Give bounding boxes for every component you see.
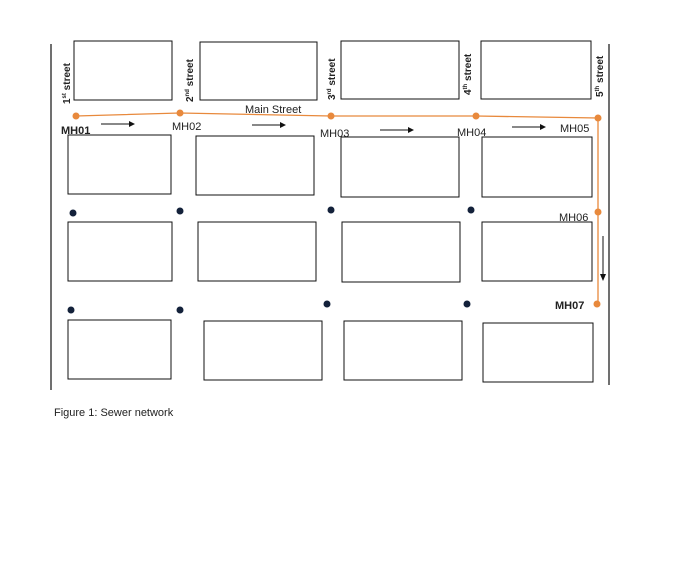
block: [482, 222, 592, 281]
street-labels: [62, 53, 606, 104]
manhole-node: [177, 208, 184, 215]
manhole-label-mh07: MH07: [555, 300, 585, 312]
main-street-label: Main Street: [245, 104, 302, 116]
manhole-label-mh06: MH06: [559, 212, 589, 224]
block: [483, 323, 593, 382]
block: [342, 222, 460, 282]
manholes-other: [68, 207, 475, 314]
flow-arrow: [512, 124, 546, 130]
block: [68, 222, 172, 281]
figure-caption: Figure 1: Sewer network: [54, 407, 174, 419]
block: [68, 320, 171, 379]
manhole-mh05: [595, 115, 602, 122]
flow-arrow: [252, 122, 286, 128]
street-label-2: 2nd street: [185, 59, 196, 102]
manhole-node: [468, 207, 475, 214]
manhole-mh01: [73, 113, 80, 120]
block: [481, 41, 591, 99]
block: [200, 42, 317, 100]
street-label-1: 1st street: [62, 63, 73, 104]
street-label-5: 5th street: [595, 55, 606, 97]
manhole-label-mh03: MH03: [320, 128, 350, 140]
manhole-mh06: [595, 209, 602, 216]
block: [344, 321, 462, 380]
flow-arrow: [101, 121, 135, 127]
manhole-mh07: [594, 301, 601, 308]
block: [341, 137, 459, 197]
manhole-label-mh05: MH05: [560, 123, 590, 135]
block: [204, 321, 322, 380]
sewer-line: [76, 113, 598, 304]
manhole-node: [464, 301, 471, 308]
block: [341, 41, 459, 99]
manhole-mh02: [177, 110, 184, 117]
manhole-mh04: [473, 113, 480, 120]
manhole-label-mh02: MH02: [172, 121, 202, 133]
street-label-3: 3rd street: [327, 58, 338, 100]
block: [68, 135, 171, 194]
flow-arrow: [380, 127, 414, 133]
manhole-mh03: [328, 113, 335, 120]
block: [198, 222, 316, 281]
manhole-node: [324, 301, 331, 308]
manhole-node: [70, 210, 77, 217]
manhole-label-mh04: MH04: [457, 127, 487, 139]
street-label-4: 4th street: [463, 53, 474, 95]
manhole-node: [177, 307, 184, 314]
block: [196, 136, 314, 195]
manhole-node: [328, 207, 335, 214]
manhole-label-mh01: MH01: [61, 125, 91, 137]
block: [482, 137, 592, 197]
block: [74, 41, 172, 100]
flow-arrow: [600, 236, 606, 281]
flow-arrows: [101, 121, 606, 281]
manhole-node: [68, 307, 75, 314]
